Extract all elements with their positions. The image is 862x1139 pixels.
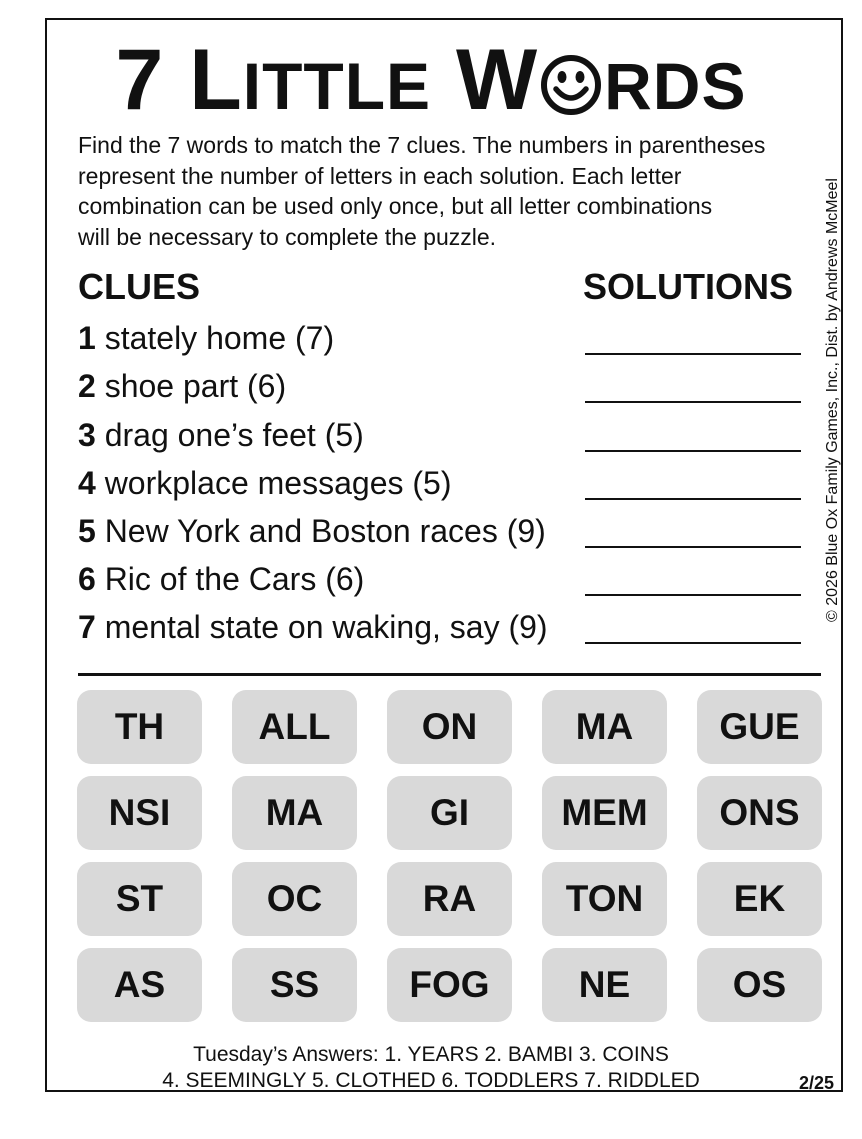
instructions [78, 130, 828, 252]
instruction-line: represent the number of letters in each solution. Each letter [78, 162, 682, 189]
clue-7 [78, 609, 548, 646]
solution-blank-1[interactable] [585, 353, 801, 355]
clue-text: stately home (7) [95, 320, 335, 356]
instruction-line: Find the 7 words to match the 7 clues. The numbers in parentheses [78, 132, 766, 158]
letter-tile[interactable]: AS [77, 948, 202, 1022]
letter-tile[interactable]: OS [697, 948, 822, 1022]
title-part: RDS [604, 49, 747, 123]
smiley-face-icon [540, 40, 602, 136]
puzzle-title [0, 32, 862, 136]
title-part: 7 L [115, 32, 243, 128]
instruction-line: will be necessary to complete the puzzle. [78, 223, 497, 250]
page-number: 2/25 [799, 1073, 835, 1093]
clue-text: shoe part (6) [95, 368, 287, 404]
clue-text: Ric of the Cars (6) [95, 561, 365, 597]
clue-1 [78, 320, 334, 357]
clue-number: 5 [78, 513, 96, 549]
clue-number: 3 [78, 417, 96, 453]
instruction-line: combination can be used only once, but all letter combinations [78, 193, 713, 219]
solution-blank-3[interactable] [585, 450, 801, 452]
letter-tile[interactable]: TON [542, 862, 667, 936]
letter-tile[interactable]: GI [387, 776, 512, 850]
solution-blank-4[interactable] [585, 498, 801, 500]
letter-tile[interactable]: ONS [697, 776, 822, 850]
letter-tile[interactable]: ALL [232, 690, 357, 764]
letter-tile[interactable]: SS [232, 948, 357, 1022]
title-part: W [431, 32, 539, 128]
clues-header: CLUES [78, 266, 201, 307]
clue-2 [78, 368, 286, 405]
previous-answers-line-1: Tuesday’s Answers: 1. YEARS 2. BAMBI 3. COINS [193, 1043, 669, 1066]
clue-text: New York and Boston races (9) [95, 513, 546, 549]
letter-tile[interactable]: FOG [387, 948, 512, 1022]
solution-blank-2[interactable] [585, 401, 801, 403]
title-part: ITTLE [242, 49, 432, 123]
solution-blank-6[interactable] [585, 594, 801, 596]
letter-tile[interactable]: NSI [77, 776, 202, 850]
clue-number: 2 [78, 368, 96, 404]
letter-tile[interactable]: NE [542, 948, 667, 1022]
clue-6 [78, 561, 364, 598]
clue-text: workplace messages (5) [95, 465, 452, 501]
clue-number: 7 [78, 609, 96, 645]
letter-tile[interactable]: RA [387, 862, 512, 936]
clue-number: 6 [78, 561, 96, 597]
letter-tile[interactable]: ON [387, 690, 512, 764]
letter-tile[interactable]: MA [542, 690, 667, 764]
letter-tile[interactable]: MA [232, 776, 357, 850]
clue-text: drag one’s feet (5) [95, 417, 364, 453]
letter-tile[interactable]: MEM [542, 776, 667, 850]
previous-answers-line-2: 4. SEEMINGLY 5. CLOTHED 6. TODDLERS 7. RIDDLED [162, 1069, 700, 1092]
clue-number: 1 [78, 320, 96, 356]
solution-blank-5[interactable] [585, 546, 801, 548]
clue-number: 4 [78, 465, 96, 501]
divider-line [78, 673, 821, 676]
clue-4 [78, 465, 451, 502]
copyright-notice: © 2026 Blue Ox Family Games, Inc., Dist. by Andrews McMeel [824, 178, 841, 622]
solution-blank-7[interactable] [585, 642, 801, 644]
clue-text: mental state on waking, say (9) [95, 609, 548, 645]
letter-tile[interactable]: ST [77, 862, 202, 936]
letter-tile[interactable]: OC [232, 862, 357, 936]
letter-tile[interactable]: EK [697, 862, 822, 936]
solutions-header: SOLUTIONS [583, 266, 794, 307]
clue-3 [78, 417, 364, 454]
clue-5 [78, 513, 546, 550]
letter-tile[interactable]: GUE [697, 690, 822, 764]
letter-tile[interactable]: TH [77, 690, 202, 764]
